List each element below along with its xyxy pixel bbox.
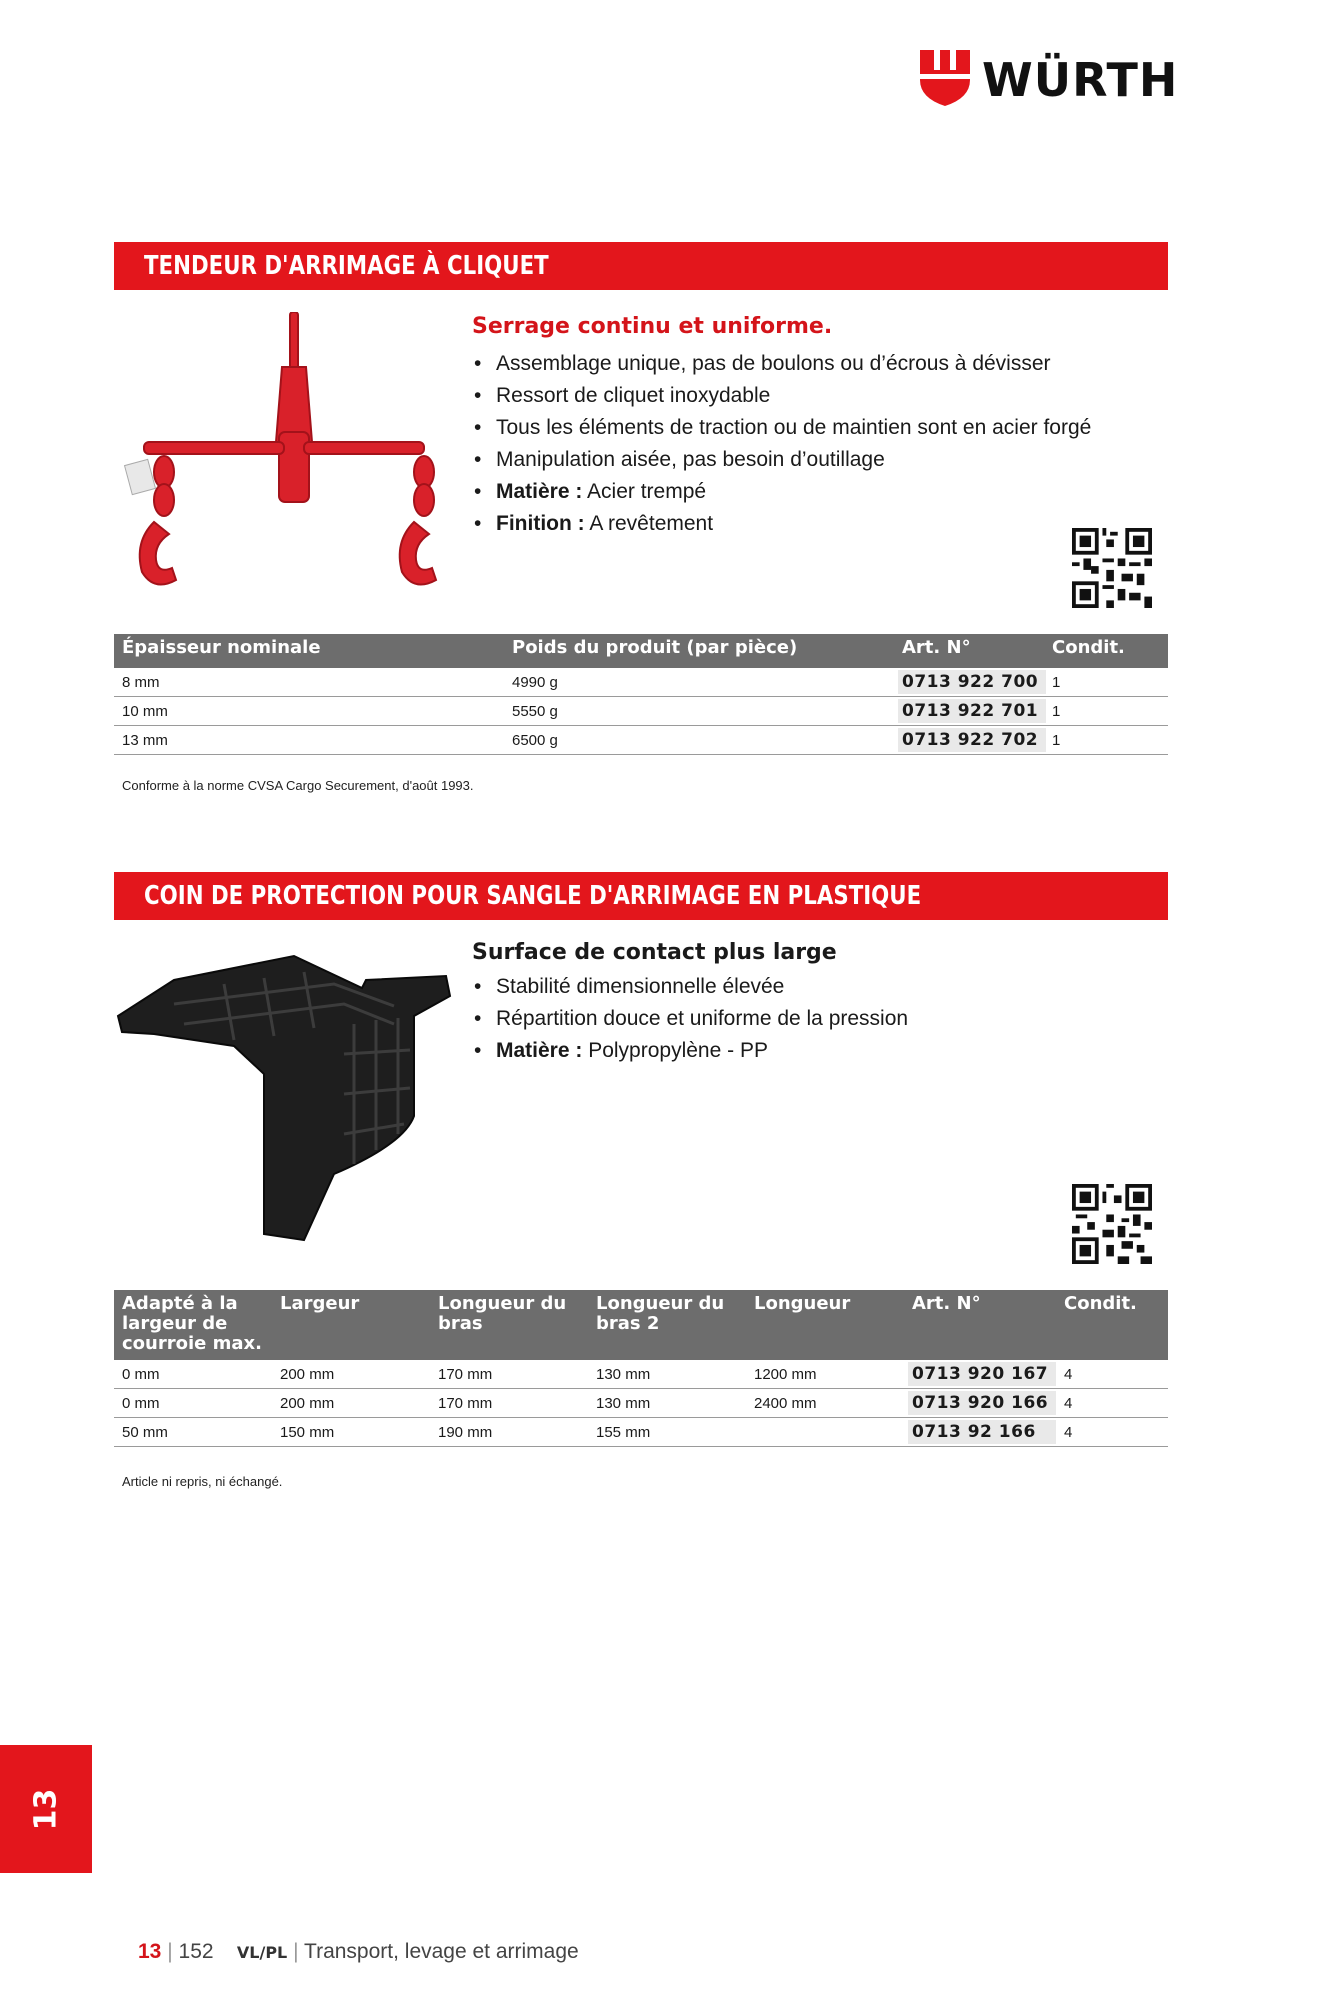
- column-header: Adapté à la largeur de courroie max.: [114, 1290, 272, 1360]
- chapter-number: 13: [28, 1788, 64, 1830]
- table-cell: 2400 mm: [746, 1389, 904, 1418]
- table-cell: 5550 g: [504, 697, 894, 726]
- column-header: Art. N°: [904, 1290, 1056, 1360]
- table-cell: 1: [1044, 697, 1168, 726]
- table-cell: 4990 g: [504, 668, 894, 697]
- table-cell: 4: [1056, 1360, 1168, 1389]
- feature-item: • Assemblage unique, pas de boulons ou d’écrous à dévisser: [472, 348, 1092, 380]
- table-cell: 130 mm: [588, 1389, 746, 1418]
- article-number[interactable]: 0713 920 166: [904, 1389, 1056, 1418]
- table-cell: 1: [1044, 668, 1168, 697]
- logo-text: WÜRTH: [982, 53, 1179, 107]
- table-cell: 170 mm: [430, 1360, 588, 1389]
- section1-title: TENDEUR D'ARRIMAGE À CLIQUET: [144, 251, 549, 281]
- qr-code-icon[interactable]: [1072, 528, 1152, 608]
- table-row: [114, 1418, 1168, 1447]
- table-cell: 10 mm: [114, 697, 504, 726]
- section2-title: COIN DE PROTECTION POUR SANGLE D'ARRIMAGE EN PLASTIQUE: [144, 881, 922, 911]
- chapter-tab[interactable]: [0, 1745, 92, 1873]
- feature-item: • Matière : Acier trempé: [472, 476, 1092, 508]
- section1-headline: Serrage continu et uniforme.: [472, 314, 833, 339]
- section2-feature-list: [472, 971, 1092, 1067]
- qr-code-icon[interactable]: [1072, 1184, 1152, 1264]
- table-cell: 0 mm: [114, 1389, 272, 1418]
- wurth-logo-mark-icon: [920, 50, 970, 106]
- page-total: 152: [178, 1940, 214, 1963]
- table-cell: 6500 g: [504, 726, 894, 755]
- wurth-logo: [920, 50, 1179, 110]
- table-row: [114, 668, 1168, 697]
- feature-item: • Stabilité dimensionnelle élevée: [472, 971, 1092, 1003]
- column-header: Condit.: [1056, 1290, 1168, 1360]
- section2-note: Article ni repris, ni échangé.: [122, 1474, 283, 1489]
- table-row: [114, 1360, 1168, 1389]
- table-header-row: [114, 1290, 1168, 1360]
- article-number[interactable]: 0713 922 701: [894, 697, 1044, 726]
- table-cell: 200 mm: [272, 1360, 430, 1389]
- table-header-row: [114, 634, 1168, 668]
- article-number[interactable]: 0713 920 167: [904, 1360, 1056, 1389]
- table-cell: [746, 1418, 904, 1447]
- table-cell: 1: [1044, 726, 1168, 755]
- corner-protector-image: [114, 944, 454, 1244]
- feature-item: • Matière : Polypropylène - PP: [472, 1035, 1092, 1067]
- column-header: Longueur: [746, 1290, 904, 1360]
- feature-item: • Tous les éléments de traction ou de maintien sont en acier forgé: [472, 412, 1092, 444]
- table-cell: 50 mm: [114, 1418, 272, 1447]
- table-cell: 200 mm: [272, 1389, 430, 1418]
- section1-spec-table: [114, 634, 1168, 755]
- article-number[interactable]: 0713 922 702: [894, 726, 1044, 755]
- column-header: Longueur du bras 2: [588, 1290, 746, 1360]
- section1-note: Conforme à la norme CVSA Cargo Securement, d'août 1993.: [122, 778, 474, 793]
- feature-item: • Finition : A revêtement: [472, 508, 1092, 540]
- section2-spec-table: [114, 1290, 1168, 1447]
- table-cell: 13 mm: [114, 726, 504, 755]
- table-cell: 0 mm: [114, 1360, 272, 1389]
- section1-title-bar: [114, 242, 1168, 290]
- footer-title: Transport, levage et arrimage: [304, 1940, 579, 1963]
- column-header: Poids du produit (par pièce): [504, 634, 894, 668]
- column-header: Longueur du bras: [430, 1290, 588, 1360]
- table-cell: 4: [1056, 1389, 1168, 1418]
- column-header: Condit.: [1044, 634, 1168, 668]
- table-row: [114, 1389, 1168, 1418]
- article-number[interactable]: 0713 92 166: [904, 1418, 1056, 1447]
- article-number[interactable]: 0713 922 700: [894, 668, 1044, 697]
- column-header: Largeur: [272, 1290, 430, 1360]
- column-header: Épaisseur nominale: [114, 634, 504, 668]
- section1-feature-list: [472, 348, 1092, 540]
- footer-category: VL/PL: [236, 1943, 288, 1962]
- table-row: [114, 726, 1168, 755]
- feature-item: • Répartition douce et uniforme de la pression: [472, 1003, 1092, 1035]
- feature-item: • Manipulation aisée, pas besoin d’outillage: [472, 444, 1092, 476]
- table-cell: 155 mm: [588, 1418, 746, 1447]
- table-cell: 190 mm: [430, 1418, 588, 1447]
- table-cell: 1200 mm: [746, 1360, 904, 1389]
- column-header: Art. N°: [894, 634, 1044, 668]
- feature-item: • Ressort de cliquet inoxydable: [472, 380, 1092, 412]
- page-footer: 13 | 152 VL/PL | Transport, levage et arrimage: [138, 1940, 579, 1963]
- table-cell: 150 mm: [272, 1418, 430, 1447]
- ratchet-binder-image: [114, 312, 454, 602]
- table-cell: 8 mm: [114, 668, 504, 697]
- section2-headline: Surface de contact plus large: [472, 940, 837, 965]
- table-row: [114, 697, 1168, 726]
- section2-title-bar: [114, 872, 1168, 920]
- table-cell: 4: [1056, 1418, 1168, 1447]
- table-cell: 130 mm: [588, 1360, 746, 1389]
- page-number: 13: [138, 1940, 162, 1963]
- table-cell: 170 mm: [430, 1389, 588, 1418]
